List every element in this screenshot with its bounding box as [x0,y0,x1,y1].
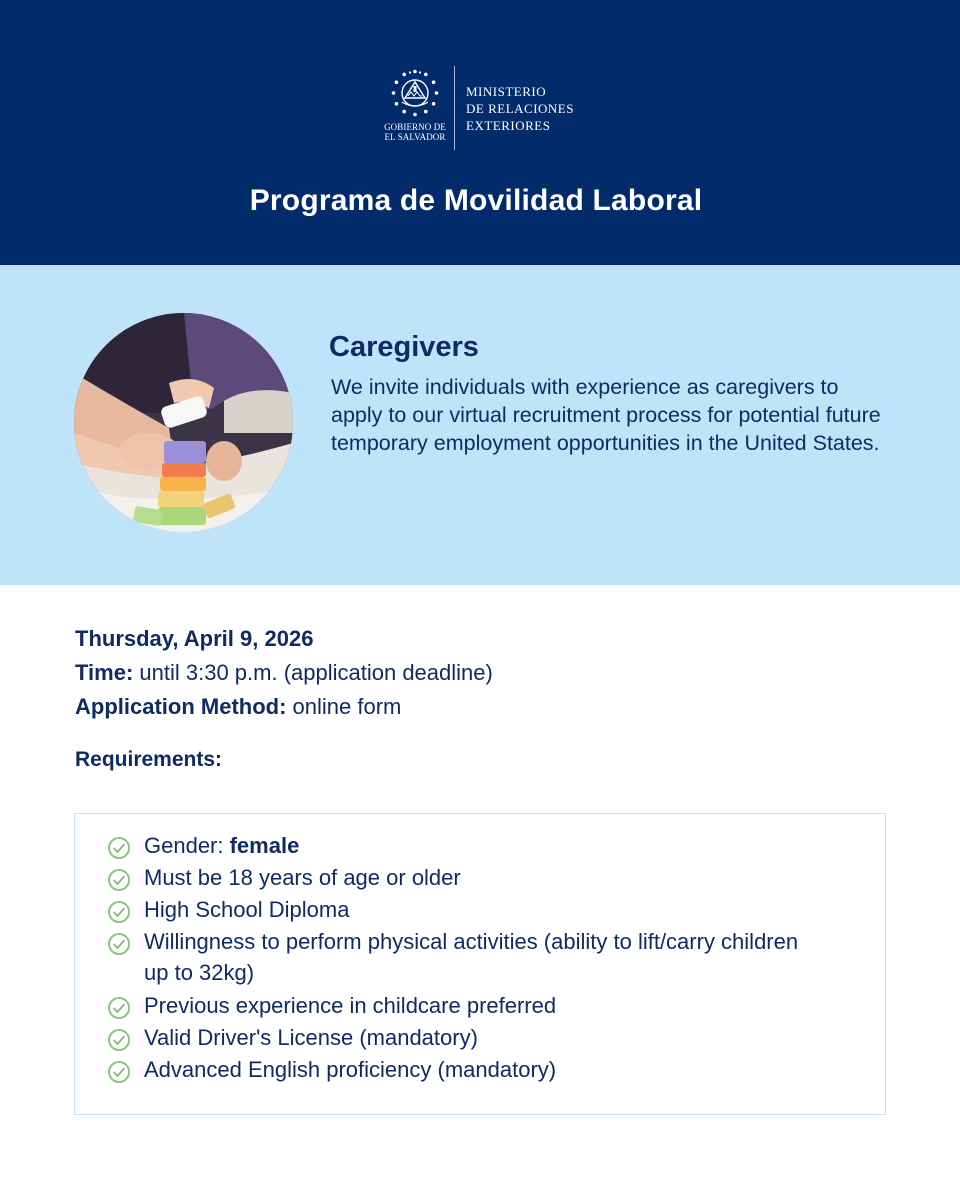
role-title: Caregivers [329,331,479,363]
check-circle-icon [107,932,131,956]
check-circle-icon [107,1060,131,1084]
requirement-text [144,830,824,861]
ministry-name-line-3: EXTERIORES [466,118,551,133]
requirement-text: Valid Driver's License (mandatory) [144,1025,478,1050]
coat-of-arms-icon [390,68,440,118]
requirement-text: Advanced English proficiency (mandatory) [144,1057,557,1082]
program-title: Programa de Movilidad Laboral [249,184,703,217]
requirement-text: High School Diploma [144,897,350,922]
ministry-name-line-2: DE RELACIONES [466,101,574,116]
time-value: until 3:30 p.m. (application deadline) [133,660,493,685]
requirement-prefix: Gender: [144,833,230,858]
event-date-text: Thursday, April 9, 2026 [75,626,314,651]
requirement-text: Willingness to perform physical activities (ability to lift/carry children up to 32kg) [144,929,799,985]
check-circle-icon [107,868,131,892]
requirements-box [74,813,886,1115]
ministry-name-line-1: MINISTERIO [466,84,547,99]
requirement-bold-value: female [229,833,300,858]
event-date [75,626,313,652]
application-method-label: Application Method: [75,694,287,719]
role-description: We invite individuals with experience as caregivers to apply to our virtual recruitment process for potential future temporary employment opportunities in the United States. [331,375,881,455]
logo-divider [454,66,455,150]
check-circle-icon [107,900,131,924]
requirement-text: Previous experience in childcare preferred [144,993,557,1018]
ministry-name [466,83,574,134]
requirement-text: Must be 18 years of age or older [144,865,461,890]
seal-caption-line-2: EL SALVADOR [384,132,446,142]
check-circle-icon [107,836,131,860]
requirements-heading: Requirements: [75,748,223,771]
application-method-line [75,694,401,720]
seal-caption-line-1: GOBIERNO DE [384,122,446,132]
time-line [75,660,493,686]
national-seal [382,64,448,152]
child-stacking-blocks-photo [74,313,293,532]
check-circle-icon [107,996,131,1020]
check-circle-icon [107,1028,131,1052]
time-label: Time: [75,660,134,685]
government-logo [382,64,582,152]
header-banner [0,0,960,265]
application-method-value: online form [286,694,402,719]
